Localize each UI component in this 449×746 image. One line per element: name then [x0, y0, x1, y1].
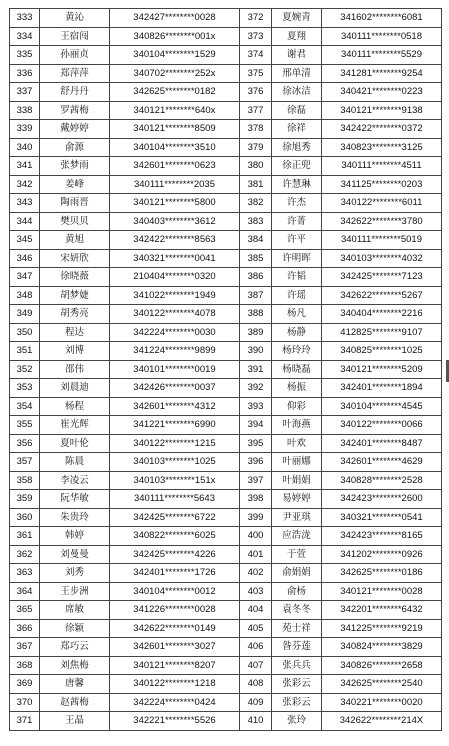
- name-left: 赵茜梅: [40, 693, 110, 712]
- table-row: [10, 101, 442, 120]
- table-row: [10, 582, 442, 601]
- id-number-left: 341022********1949: [110, 286, 240, 305]
- id-number-left: 341221********6990: [110, 416, 240, 435]
- name-right: 徐磊: [272, 101, 322, 120]
- name-right: 许韬: [272, 268, 322, 287]
- id-number-right: 342401********1894: [322, 379, 442, 398]
- id-number-left: 342224********0424: [110, 693, 240, 712]
- id-number-left: 340121********5800: [110, 194, 240, 213]
- id-number-left: 342601********0623: [110, 157, 240, 176]
- row-number-right: 388: [240, 305, 272, 324]
- row-number-right: 373: [240, 27, 272, 46]
- id-number-right: 342625********2540: [322, 675, 442, 694]
- name-right: 邢单清: [272, 64, 322, 83]
- name-right: 许菁: [272, 212, 322, 231]
- id-number-right: 340828********2528: [322, 471, 442, 490]
- row-number-left: 353: [10, 379, 40, 398]
- name-right: 仰彩: [272, 397, 322, 416]
- row-number-left: 360: [10, 508, 40, 527]
- row-number-left: 347: [10, 268, 40, 287]
- name-left: 邵伟: [40, 360, 110, 379]
- name-left: 刘焦梅: [40, 656, 110, 675]
- row-number-left: 336: [10, 64, 40, 83]
- row-number-left: 356: [10, 434, 40, 453]
- row-number-left: 369: [10, 675, 40, 694]
- name-left: 樊贝贝: [40, 212, 110, 231]
- table-row: [10, 360, 442, 379]
- name-left: 王步洲: [40, 582, 110, 601]
- id-number-right: 412825********9107: [322, 323, 442, 342]
- name-right: 徐祥: [272, 120, 322, 139]
- id-number-left: 342221********5526: [110, 712, 240, 731]
- id-number-right: 340111********4511: [322, 157, 442, 176]
- row-number-left: 337: [10, 83, 40, 102]
- table-row: [10, 564, 442, 583]
- id-number-right: 340111********5019: [322, 231, 442, 250]
- name-left: 宋妍欣: [40, 249, 110, 268]
- table-row: [10, 527, 442, 546]
- id-number-left: 340111********5643: [110, 490, 240, 509]
- row-number-left: 348: [10, 286, 40, 305]
- table-row: [10, 249, 442, 268]
- name-left: 李凌云: [40, 471, 110, 490]
- name-right: 叶海燕: [272, 416, 322, 435]
- row-number-right: 395: [240, 434, 272, 453]
- roster-table: [9, 8, 442, 731]
- name-right: 徐旭秀: [272, 138, 322, 157]
- id-number-left: 342425********4226: [110, 545, 240, 564]
- row-number-right: 405: [240, 619, 272, 638]
- name-left: 徐晓薇: [40, 268, 110, 287]
- row-number-right: 383: [240, 212, 272, 231]
- table-row: [10, 231, 442, 250]
- name-left: 黄沁: [40, 9, 110, 28]
- id-number-left: 340403********3612: [110, 212, 240, 231]
- id-number-left: 341224********9899: [110, 342, 240, 361]
- name-right: 于萱: [272, 545, 322, 564]
- table-row: [10, 379, 442, 398]
- name-right: 许平: [272, 231, 322, 250]
- name-left: 陈晨: [40, 453, 110, 472]
- id-number-right: 340121********9138: [322, 101, 442, 120]
- table-row: [10, 619, 442, 638]
- row-number-left: 367: [10, 638, 40, 657]
- id-number-right: 340824********3829: [322, 638, 442, 657]
- id-number-right: 340121********5209: [322, 360, 442, 379]
- row-number-left: 358: [10, 471, 40, 490]
- row-number-right: 385: [240, 249, 272, 268]
- row-number-left: 340: [10, 138, 40, 157]
- row-number-right: 391: [240, 360, 272, 379]
- row-number-left: 345: [10, 231, 40, 250]
- row-number-left: 334: [10, 27, 40, 46]
- table-row: [10, 656, 442, 675]
- table-row: [10, 175, 442, 194]
- row-number-left: 355: [10, 416, 40, 435]
- row-number-right: 410: [240, 712, 272, 731]
- name-right: 张兵兵: [272, 656, 322, 675]
- row-number-left: 361: [10, 527, 40, 546]
- row-number-right: 400: [240, 527, 272, 546]
- table-row: [10, 471, 442, 490]
- id-number-left: 341226********0028: [110, 601, 240, 620]
- table-row: [10, 675, 442, 694]
- row-number-right: 393: [240, 397, 272, 416]
- table-row: [10, 508, 442, 527]
- id-number-right: 342622********3780: [322, 212, 442, 231]
- row-number-left: 349: [10, 305, 40, 324]
- name-right: 昝芬莲: [272, 638, 322, 657]
- row-number-left: 335: [10, 46, 40, 65]
- row-number-right: 399: [240, 508, 272, 527]
- table-row: [10, 323, 442, 342]
- row-number-left: 365: [10, 601, 40, 620]
- id-number-right: 340404********2216: [322, 305, 442, 324]
- row-number-right: 401: [240, 545, 272, 564]
- id-number-left: 342601********3027: [110, 638, 240, 657]
- name-right: 叶娟娟: [272, 471, 322, 490]
- table-row: [10, 342, 442, 361]
- name-left: 舒丹丹: [40, 83, 110, 102]
- id-number-right: 340221********0020: [322, 693, 442, 712]
- id-number-right: 341202********0926: [322, 545, 442, 564]
- table-row: [10, 286, 442, 305]
- row-number-right: 374: [240, 46, 272, 65]
- row-number-left: 342: [10, 175, 40, 194]
- id-number-right: 342601********4629: [322, 453, 442, 472]
- id-number-left: 340321********0041: [110, 249, 240, 268]
- table-row: [10, 212, 442, 231]
- table-row: [10, 138, 442, 157]
- name-left: 胡梦婕: [40, 286, 110, 305]
- table-row: [10, 490, 442, 509]
- id-number-left: 342427********0028: [110, 9, 240, 28]
- name-right: 苑士祥: [272, 619, 322, 638]
- id-number-right: 342622********5267: [322, 286, 442, 305]
- name-right: 夏婉青: [272, 9, 322, 28]
- id-number-right: 340826********2658: [322, 656, 442, 675]
- table-row: [10, 416, 442, 435]
- row-number-right: 378: [240, 120, 272, 139]
- id-number-left: 340104********0012: [110, 582, 240, 601]
- name-left: 刘晨迪: [40, 379, 110, 398]
- name-left: 徐颖: [40, 619, 110, 638]
- id-number-right: 340825********1025: [322, 342, 442, 361]
- row-number-left: 344: [10, 212, 40, 231]
- id-number-left: 342224********0030: [110, 323, 240, 342]
- id-number-right: 340122********0066: [322, 416, 442, 435]
- name-left: 刘曼曼: [40, 545, 110, 564]
- name-right: 俞娟娟: [272, 564, 322, 583]
- row-number-left: 371: [10, 712, 40, 731]
- name-right: 袁冬冬: [272, 601, 322, 620]
- name-left: 胡秀亮: [40, 305, 110, 324]
- id-number-right: 340104********4545: [322, 397, 442, 416]
- id-number-left: 340121********8207: [110, 656, 240, 675]
- name-left: 韩婷: [40, 527, 110, 546]
- name-right: 叶欢: [272, 434, 322, 453]
- id-number-left: 340702********252x: [110, 64, 240, 83]
- name-right: 杨振: [272, 379, 322, 398]
- id-number-right: 342423********2600: [322, 490, 442, 509]
- name-right: 尹亚琪: [272, 508, 322, 527]
- row-number-right: 379: [240, 138, 272, 157]
- row-number-left: 364: [10, 582, 40, 601]
- id-number-right: 342201********6432: [322, 601, 442, 620]
- name-right: 徐正兜: [272, 157, 322, 176]
- name-right: 杨晓磊: [272, 360, 322, 379]
- row-number-right: 382: [240, 194, 272, 213]
- name-right: 叶丽娜: [272, 453, 322, 472]
- id-number-right: 342422********0372: [322, 120, 442, 139]
- id-number-left: 340122********4078: [110, 305, 240, 324]
- id-number-left: 342401********1726: [110, 564, 240, 583]
- row-number-left: 366: [10, 619, 40, 638]
- id-number-right: 341225********9219: [322, 619, 442, 638]
- name-left: 唐馨: [40, 675, 110, 694]
- id-number-right: 341602********6081: [322, 9, 442, 28]
- id-number-left: 340111********2035: [110, 175, 240, 194]
- name-right: 杨玲玲: [272, 342, 322, 361]
- row-number-right: 390: [240, 342, 272, 361]
- row-number-right: 407: [240, 656, 272, 675]
- id-number-left: 342425********6722: [110, 508, 240, 527]
- id-number-left: 342422********8563: [110, 231, 240, 250]
- id-number-right: 342625********0186: [322, 564, 442, 583]
- name-left: 陶雨晋: [40, 194, 110, 213]
- name-left: 王宿闯: [40, 27, 110, 46]
- id-number-right: 341281********9254: [322, 64, 442, 83]
- row-number-right: 398: [240, 490, 272, 509]
- table-row: [10, 120, 442, 139]
- table-row: [10, 194, 442, 213]
- table-row: [10, 305, 442, 324]
- id-number-left: 210404********0320: [110, 268, 240, 287]
- row-number-right: 406: [240, 638, 272, 657]
- table-row: [10, 64, 442, 83]
- name-right: 杨静: [272, 323, 322, 342]
- row-number-left: 341: [10, 157, 40, 176]
- id-number-right: 340823********3125: [322, 138, 442, 157]
- row-number-right: 397: [240, 471, 272, 490]
- row-number-right: 409: [240, 693, 272, 712]
- row-number-right: 392: [240, 379, 272, 398]
- id-number-right: 342423********8165: [322, 527, 442, 546]
- table-row: [10, 712, 442, 731]
- name-right: 谢君: [272, 46, 322, 65]
- table-row: [10, 601, 442, 620]
- name-left: 夏叶伦: [40, 434, 110, 453]
- id-number-left: 340826********001x: [110, 27, 240, 46]
- table-row: [10, 9, 442, 28]
- id-number-right: 340111********5529: [322, 46, 442, 65]
- row-number-right: 375: [240, 64, 272, 83]
- row-number-left: 357: [10, 453, 40, 472]
- name-left: 杨程: [40, 397, 110, 416]
- id-number-left: 342625********0182: [110, 83, 240, 102]
- name-left: 刘博: [40, 342, 110, 361]
- row-number-left: 333: [10, 9, 40, 28]
- name-left: 郑萍萍: [40, 64, 110, 83]
- name-left: 刘秀: [40, 564, 110, 583]
- row-number-left: 354: [10, 397, 40, 416]
- table-row: [10, 638, 442, 657]
- id-number-right: 340121********0028: [322, 582, 442, 601]
- id-number-right: 340122********6011: [322, 194, 442, 213]
- row-number-left: 339: [10, 120, 40, 139]
- row-number-left: 346: [10, 249, 40, 268]
- row-number-right: 389: [240, 323, 272, 342]
- name-left: 黄旭: [40, 231, 110, 250]
- name-right: 张玲: [272, 712, 322, 731]
- table-row: [10, 453, 442, 472]
- name-right: 许慧琳: [272, 175, 322, 194]
- id-number-left: 342622********0149: [110, 619, 240, 638]
- name-left: 孙丽贞: [40, 46, 110, 65]
- row-number-right: 402: [240, 564, 272, 583]
- name-right: 杨凡: [272, 305, 322, 324]
- id-number-right: 342425********7123: [322, 268, 442, 287]
- row-number-left: 363: [10, 564, 40, 583]
- id-number-left: 340103********151x: [110, 471, 240, 490]
- row-number-left: 351: [10, 342, 40, 361]
- row-number-left: 368: [10, 656, 40, 675]
- name-left: 程达: [40, 323, 110, 342]
- id-number-right: 340421********0223: [322, 83, 442, 102]
- name-right: 张彩云: [272, 693, 322, 712]
- name-right: 徐冰洁: [272, 83, 322, 102]
- name-right: 许杰: [272, 194, 322, 213]
- name-left: 朱贵玲: [40, 508, 110, 527]
- name-left: 罗茜梅: [40, 101, 110, 120]
- id-number-left: 342601********4312: [110, 397, 240, 416]
- name-left: 戴婷婷: [40, 120, 110, 139]
- row-number-left: 350: [10, 323, 40, 342]
- id-number-left: 340103********1025: [110, 453, 240, 472]
- table-row: [10, 434, 442, 453]
- table-row: [10, 83, 442, 102]
- row-number-right: 396: [240, 453, 272, 472]
- table-row: [10, 157, 442, 176]
- row-number-right: 372: [240, 9, 272, 28]
- row-number-right: 376: [240, 83, 272, 102]
- name-right: 张彩云: [272, 675, 322, 694]
- id-number-left: 342426********0037: [110, 379, 240, 398]
- name-left: 阮华敏: [40, 490, 110, 509]
- id-number-right: 340103********4032: [322, 249, 442, 268]
- row-number-right: 408: [240, 675, 272, 694]
- name-right: 许瑶: [272, 286, 322, 305]
- row-number-right: 380: [240, 157, 272, 176]
- row-number-left: 359: [10, 490, 40, 509]
- name-right: 易婷婷: [272, 490, 322, 509]
- id-number-left: 340104********3510: [110, 138, 240, 157]
- roster-table-body: [10, 9, 442, 731]
- id-number-left: 340121********640x: [110, 101, 240, 120]
- row-number-left: 343: [10, 194, 40, 213]
- id-number-left: 340822********6025: [110, 527, 240, 546]
- name-left: 姜峰: [40, 175, 110, 194]
- name-left: 王晶: [40, 712, 110, 731]
- name-left: 崔光辉: [40, 416, 110, 435]
- table-row: [10, 268, 442, 287]
- id-number-right: 342622********214X: [322, 712, 442, 731]
- name-left: 张梦雨: [40, 157, 110, 176]
- table-row: [10, 397, 442, 416]
- row-number-right: 387: [240, 286, 272, 305]
- id-number-left: 340122********1215: [110, 434, 240, 453]
- name-right: 许明晖: [272, 249, 322, 268]
- name-left: 郑巧云: [40, 638, 110, 657]
- name-left: 俞源: [40, 138, 110, 157]
- table-row: [10, 693, 442, 712]
- id-number-left: 340122********1218: [110, 675, 240, 694]
- row-number-left: 352: [10, 360, 40, 379]
- row-number-left: 338: [10, 101, 40, 120]
- id-number-right: 340321********0541: [322, 508, 442, 527]
- id-number-right: 342401********8487: [322, 434, 442, 453]
- row-number-left: 362: [10, 545, 40, 564]
- name-right: 夏翔: [272, 27, 322, 46]
- table-row: [10, 545, 442, 564]
- id-number-left: 340121********8509: [110, 120, 240, 139]
- row-number-right: 404: [240, 601, 272, 620]
- row-number-right: 403: [240, 582, 272, 601]
- name-left: 席敏: [40, 601, 110, 620]
- id-number-right: 341125********0203: [322, 175, 442, 194]
- row-number-right: 394: [240, 416, 272, 435]
- row-number-left: 370: [10, 693, 40, 712]
- id-number-left: 340104********1529: [110, 46, 240, 65]
- row-number-right: 377: [240, 101, 272, 120]
- id-number-left: 340101********0019: [110, 360, 240, 379]
- table-row: [10, 46, 442, 65]
- id-number-right: 340111********0518: [322, 27, 442, 46]
- row-number-right: 386: [240, 268, 272, 287]
- row-number-right: 384: [240, 231, 272, 250]
- row-number-right: 381: [240, 175, 272, 194]
- name-right: 俞杨: [272, 582, 322, 601]
- name-right: 应浩泷: [272, 527, 322, 546]
- table-row: [10, 27, 442, 46]
